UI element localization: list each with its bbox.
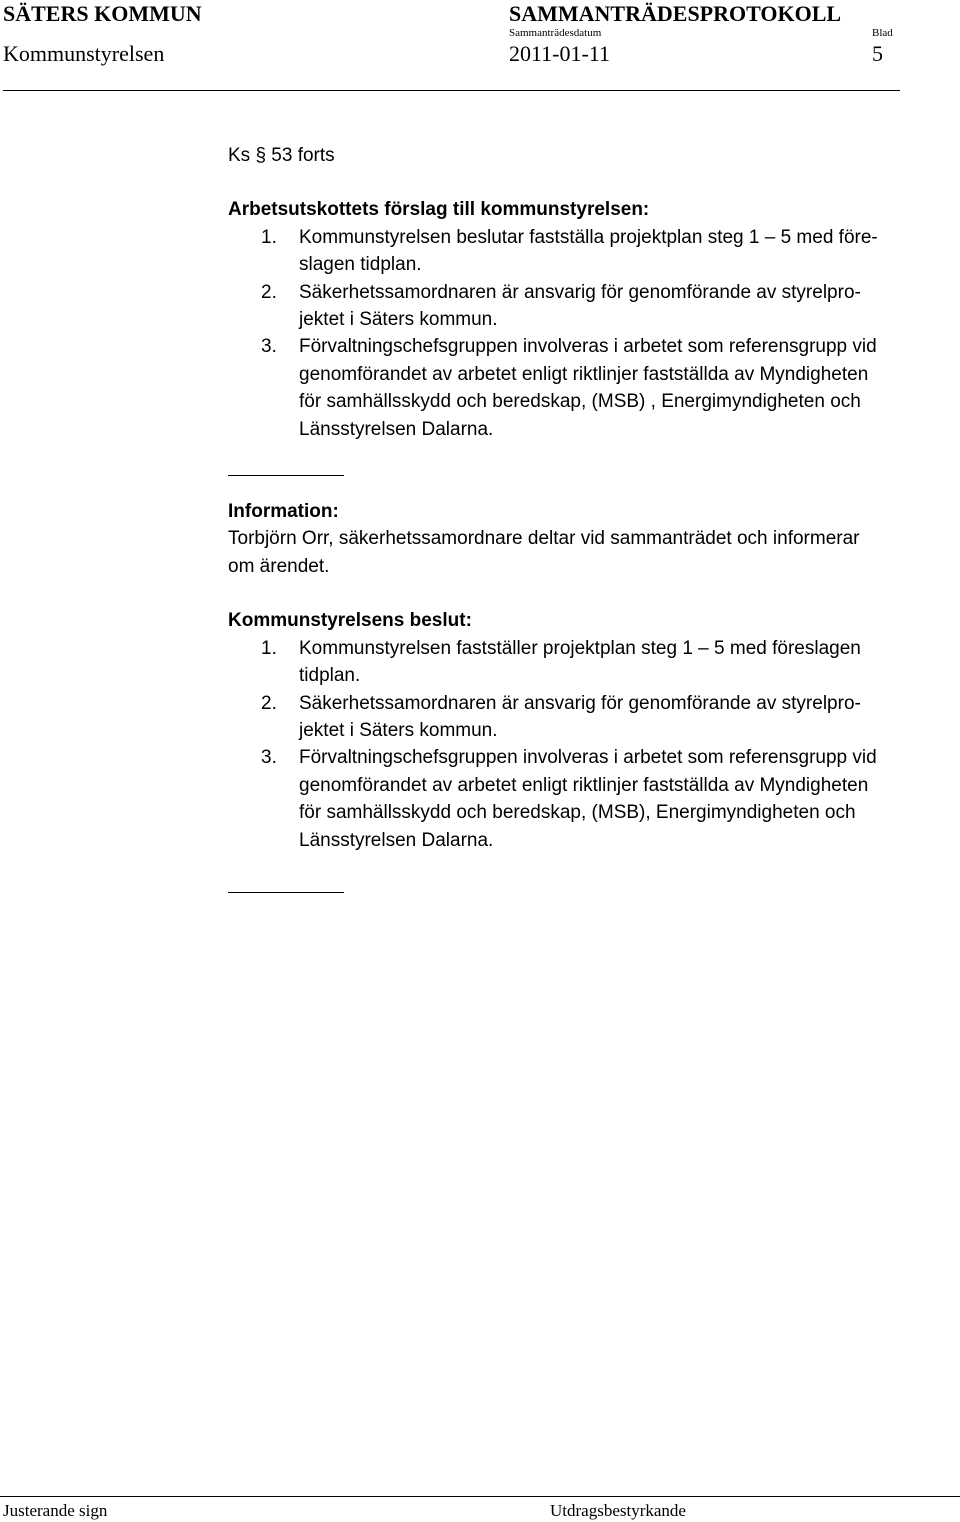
section-separator — [228, 892, 344, 893]
item-number: 1. — [261, 226, 277, 248]
proposal-heading: Arbetsutskottets förslag till kommunstyrelsen: — [228, 199, 650, 221]
page-number: 5 — [872, 41, 883, 66]
item-number: 1. — [261, 637, 277, 659]
header-divider — [3, 90, 900, 91]
information-heading: Information: — [228, 501, 339, 523]
list-item — [228, 635, 958, 690]
information-text: Torbjörn Orr, säkerhetssamordnare deltar vid sammanträdet och informerar om ärendet. — [228, 528, 860, 577]
organization-name: SÄTERS KOMMUN — [3, 1, 202, 26]
proposal-list — [228, 224, 958, 443]
item-number: 2. — [261, 281, 277, 303]
item-text: Kommunstyrelsen beslutar fastställa projektplan steg 1 – 5 med före- slagen tidplan. — [299, 226, 878, 276]
item-number: 3. — [261, 336, 277, 358]
footer-certification-label: Utdragsbestyrkande — [550, 1501, 686, 1520]
page-label: Blad — [872, 27, 893, 39]
decision-heading: Kommunstyrelsens beslut: — [228, 610, 472, 632]
footer-divider — [0, 1496, 960, 1497]
item-text: Förvaltningschefsgruppen involveras i arbetet som referensgrupp vid genomförandet av arbetet enligt riktlinjer fastställda av Myndigheten för samhällsskydd och beredskap, (MSB), Energimyndigheten och Länsstyrelsen Dalarna. — [299, 747, 877, 851]
document-body — [228, 142, 958, 893]
date-label: Sammanträdesdatum — [509, 27, 602, 39]
item-text: Förvaltningschefsgruppen involveras i arbetet som referensgrupp vid genomförandet av arbetet enligt riktlinjer fastställda av Myndigheten för samhällsskydd och beredskap, (MSB) , Energimyndigheten och Länsstyrelsen Dalarna. — [299, 336, 877, 440]
item-text: Säkerhetssamordnaren är ansvarig för genomförande av styrelpro- jektet i Säters kommun. — [299, 692, 861, 741]
list-item — [228, 279, 958, 334]
item-number: 2. — [261, 692, 277, 714]
item-number: 3. — [261, 747, 277, 769]
committee-name: Kommunstyrelsen — [3, 41, 165, 66]
document-type: SAMMANTRÄDESPROTOKOLL — [509, 1, 842, 26]
item-text: Säkerhetssamordnaren är ansvarig för genomförande av styrelpro- jektet i Säters kommun. — [299, 281, 861, 331]
item-text: Kommunstyrelsen fastställer projektplan steg 1 – 5 med föreslagen tidplan. — [299, 637, 861, 687]
meeting-date: 2011-01-11 — [509, 41, 611, 66]
list-item — [228, 690, 958, 745]
list-item — [228, 744, 958, 854]
section-reference: Ks § 53 forts — [228, 145, 335, 166]
decision-list — [228, 635, 958, 854]
footer-signature-label: Justerande sign — [3, 1501, 108, 1520]
list-item — [228, 333, 958, 443]
list-item — [228, 224, 958, 279]
